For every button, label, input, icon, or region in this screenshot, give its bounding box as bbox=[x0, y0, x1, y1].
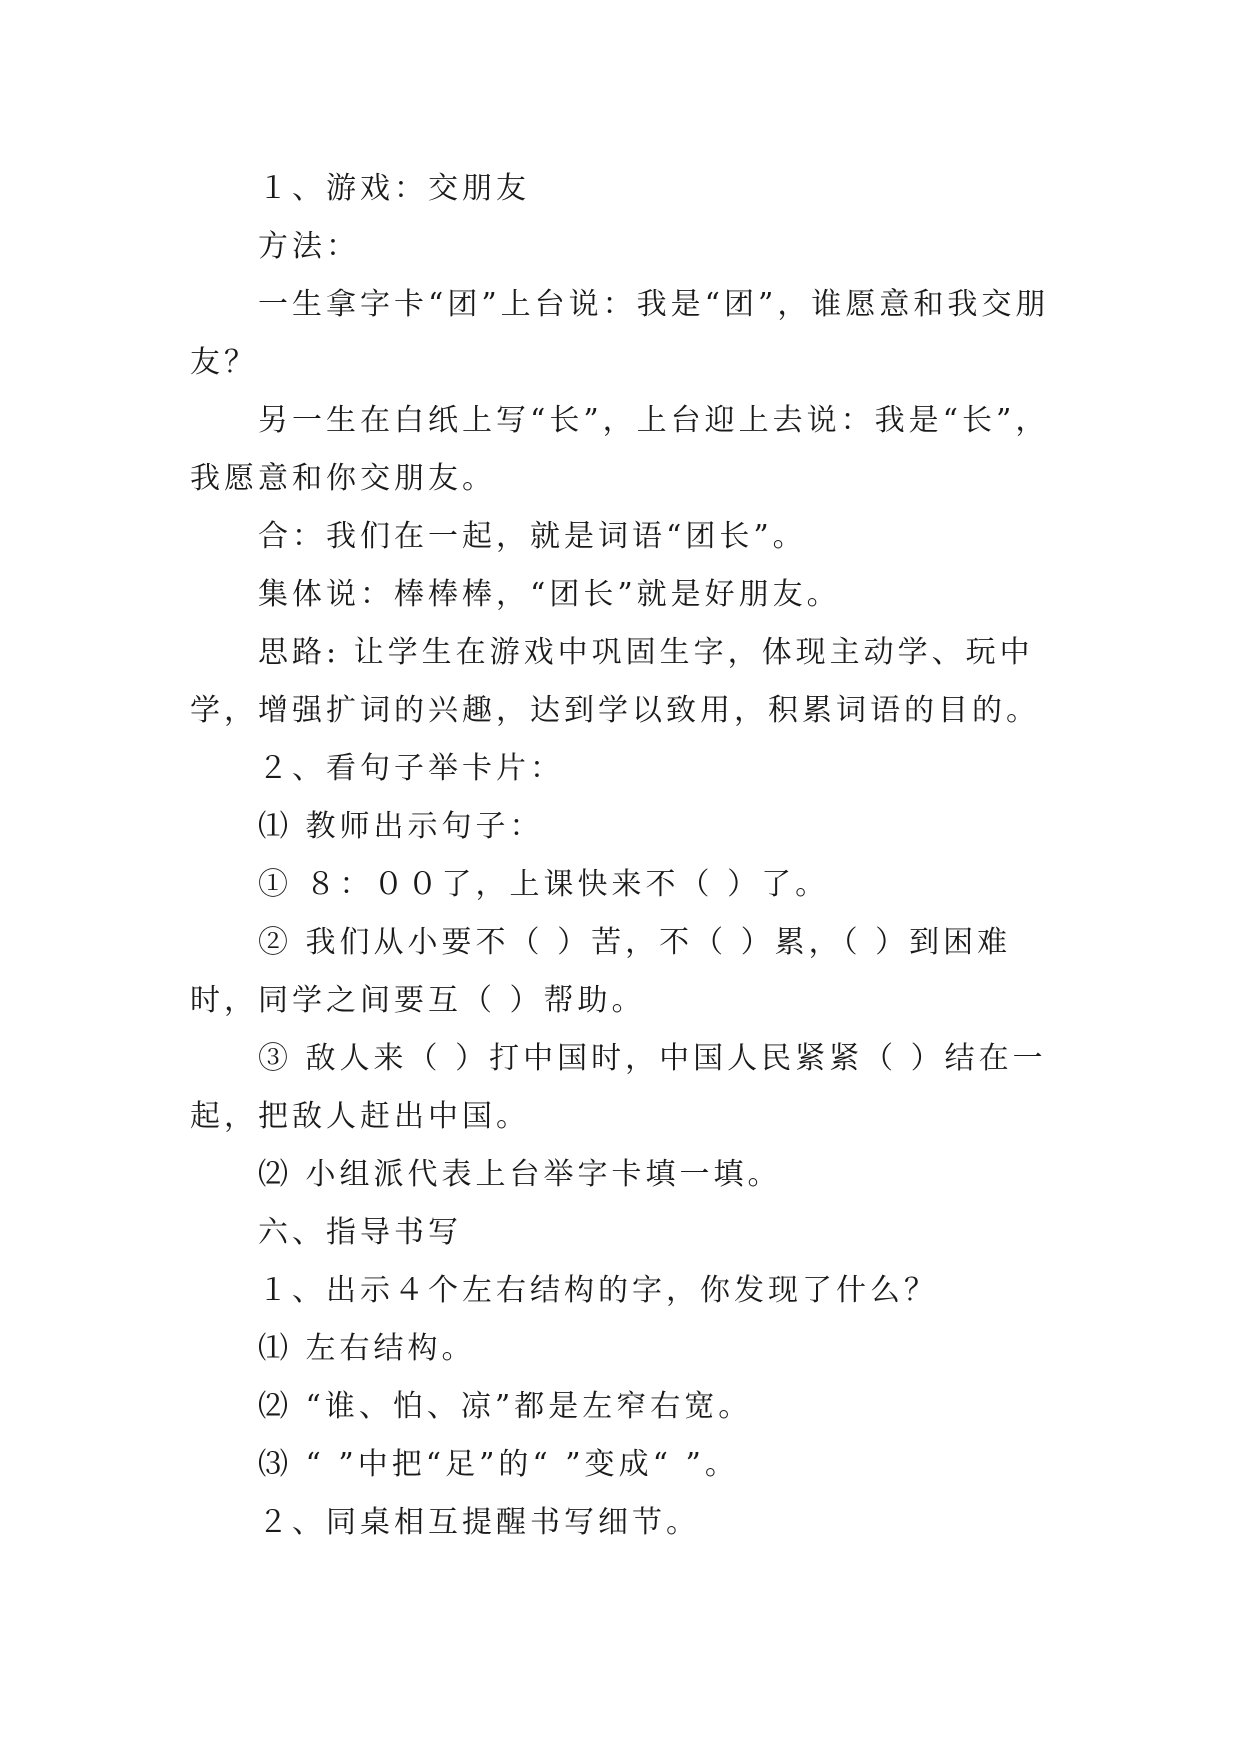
paragraph-writing-point-3: ⑶ “ ”中把“足”的“ ”变成“ ”。 bbox=[258, 1447, 739, 1482]
paragraph-section-writing: 六、指导书写 bbox=[258, 1215, 462, 1250]
paragraph-group-fill: ⑵ 小组派代表上台举字卡填一填。 bbox=[258, 1157, 782, 1192]
paragraph-method-step-3: 合：我们在一起，就是词语“团长”。 bbox=[258, 519, 807, 554]
paragraph-sentence-3: ③ 敌人来（ ）打中国时，中国人民紧紧（ ）结在一起，把敌人赶出中国。 bbox=[190, 1041, 1047, 1134]
paragraph-game-heading: １、游戏：交朋友 bbox=[258, 171, 530, 206]
paragraph-writing-step-1: １、出示４个左右结构的字，你发现了什么？ bbox=[258, 1273, 938, 1308]
paragraph-method-step-1: 一生拿字卡“团”上台说：我是“团”，谁愿意和我交朋友？ bbox=[190, 287, 1050, 380]
paragraph-sentence-2: ② 我们从小要不（ ）苦，不（ ）累，（ ）到困难时，同学之间要互（ ）帮助。 bbox=[190, 925, 1012, 1018]
paragraph-teacher-shows: ⑴ 教师出示句子： bbox=[258, 809, 544, 844]
paragraph-writing-step-2: ２、同桌相互提醒书写细节。 bbox=[258, 1505, 700, 1540]
paragraph-method-label: 方法： bbox=[258, 229, 360, 264]
paragraph-rationale: 思路: 让学生在游戏中巩固生字，体现主动学、玩中学，增强扩词的兴趣，达到学以致用，积累词语的目的。 bbox=[190, 635, 1040, 728]
paragraph-sentence-1: ① ８：００了，上课快来不（ ）了。 bbox=[258, 867, 830, 902]
document-body bbox=[190, 160, 1070, 1552]
paragraph-sentence-heading: ２、看句子举卡片： bbox=[258, 751, 564, 786]
paragraph-writing-point-2: ⑵ “谁、怕、凉”都是左窄右宽。 bbox=[258, 1389, 753, 1424]
paragraph-method-step-2: 另一生在白纸上写“长”，上台迎上去说：我是“长”，我愿意和你交朋友。 bbox=[190, 403, 1050, 496]
paragraph-writing-point-1: ⑴ 左右结构。 bbox=[258, 1331, 476, 1366]
paragraph-method-step-4: 集体说：棒棒棒，“团长”就是好朋友。 bbox=[258, 577, 841, 612]
